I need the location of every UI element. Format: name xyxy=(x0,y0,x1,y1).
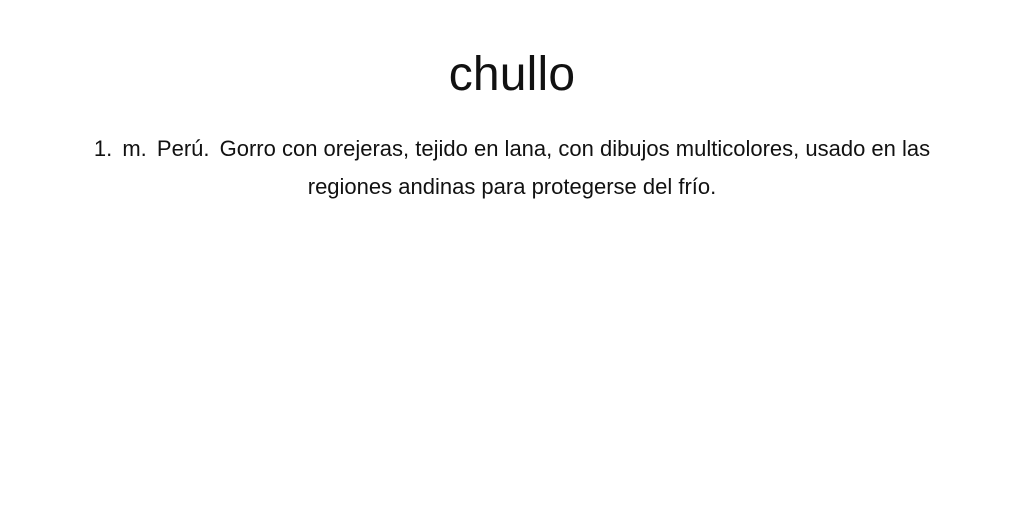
dictionary-entry xyxy=(0,46,1024,206)
grammar-abbreviation: m. xyxy=(122,136,147,161)
headword: chullo xyxy=(448,48,576,101)
sense-number: 1. xyxy=(93,136,113,161)
definition-text: Gorro con orejeras, tejido en lana, con dibujos multicolores, usado en las regiones andinas para protegerse del frío. xyxy=(219,136,931,199)
region-label: Perú. xyxy=(156,136,210,161)
definition-1 xyxy=(62,130,962,206)
